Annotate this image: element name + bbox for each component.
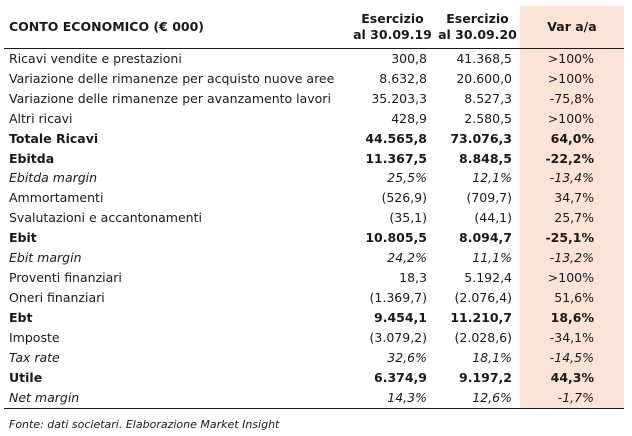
table-row [4, 109, 624, 129]
row-label: Proventi finanziari [9, 270, 122, 286]
row-value-2019: 14,3% [350, 388, 435, 408]
row-label: Ammortamenti [9, 190, 104, 206]
row-value-2020: 18,1% [472, 349, 512, 365]
row-value-2019: (35,1) [389, 210, 427, 226]
row-label: Totale Ricavi [9, 130, 99, 146]
column-header-2019-line1: Esercizio [361, 11, 424, 26]
table-row [4, 69, 624, 89]
row-label: Variazione delle rimanenze per acquisto nuove aree [9, 70, 335, 86]
table-row [4, 89, 624, 109]
column-header-2020-line1: Esercizio [446, 11, 509, 26]
row-value-2019: (1.369,7) [369, 290, 427, 306]
table-row [4, 188, 624, 208]
row-value-2020: (709,7) [466, 190, 512, 206]
row-value-2019: 18,3 [399, 270, 427, 286]
row-var: 44,3% [520, 368, 624, 388]
row-value-2020: 73.076,3 [450, 130, 512, 146]
row-label: Svalutazioni e accantonamenti [9, 210, 202, 226]
row-var: 18,6% [520, 308, 624, 328]
row-value-2020: 11,1% [472, 250, 512, 266]
table-body [4, 49, 624, 409]
row-label: Net margin [4, 388, 350, 408]
income-statement [4, 6, 624, 409]
table-row [4, 308, 624, 328]
column-header-2019-line2: al 30.09.19 [353, 27, 432, 42]
source-note: Fonte: dati societari. Elaborazione Market Insight [9, 418, 280, 431]
row-value-2019: 6.374,9 [374, 369, 427, 385]
row-var: -13,4% [520, 169, 624, 189]
row-var: -75,8% [520, 89, 624, 109]
row-value-2019: 24,2% [387, 250, 427, 266]
row-label: Ebitda margin [9, 170, 98, 186]
row-label: Ebit margin [9, 250, 82, 266]
row-value-2020: 8.848,5 [459, 150, 512, 166]
row-value-2019: 8.632,8 [379, 70, 427, 86]
row-var: -22,2% [520, 149, 624, 169]
row-value-2020: 5.192,4 [464, 270, 512, 286]
row-value-2019: 428,9 [391, 110, 427, 126]
header-row [4, 6, 624, 49]
table-row [4, 149, 624, 169]
table-row [4, 288, 624, 308]
row-value-2020: 20.600,0 [456, 70, 512, 86]
table-row [4, 248, 624, 268]
table-header [4, 6, 624, 49]
row-label: Ebt [9, 309, 33, 325]
row-value-2020: 2.580,5 [464, 110, 512, 126]
row-label: Tax rate [9, 349, 60, 365]
row-var: 34,7% [520, 188, 624, 208]
table-row [4, 129, 624, 149]
row-label: Ebitda [9, 150, 55, 166]
row-label: Ebit [9, 230, 37, 246]
table-title: CONTO ECONOMICO (€ 000) [4, 6, 350, 49]
row-value-2020: 41.368,5 [456, 50, 512, 66]
row-value-2019: (3.079,2) [369, 329, 427, 345]
row-label: Altri ricavi [9, 110, 73, 126]
row-var: -34,1% [520, 328, 624, 348]
column-header-2020 [435, 6, 520, 49]
row-label: Ricavi vendite e prestazioni [9, 50, 182, 66]
row-var: 25,7% [520, 208, 624, 228]
row-value-2019: 35.203,3 [371, 90, 427, 106]
row-var: >100% [520, 69, 624, 89]
row-value-2020: 8.094,7 [459, 230, 512, 246]
row-label: Oneri finanziari [9, 290, 105, 306]
table-row [4, 49, 624, 69]
table-row [4, 388, 624, 408]
table-row [4, 208, 624, 228]
row-value-2020: 9.197,2 [459, 369, 512, 385]
row-value-2019: 25,5% [387, 170, 427, 186]
row-value-2019: 10.805,5 [365, 230, 427, 246]
income-statement-table [4, 6, 624, 409]
row-value-2020: (2.076,4) [454, 290, 512, 306]
row-value-2020: (2.028,6) [454, 329, 512, 345]
row-label: Variazione delle rimanenze per avanzamento lavori [9, 90, 331, 106]
row-value-2019: 32,6% [387, 349, 427, 365]
table-row [4, 169, 624, 189]
row-value-2019: 11.367,5 [365, 150, 427, 166]
row-var: -25,1% [520, 228, 624, 248]
table-row [4, 328, 624, 348]
row-value-2020: 12,6% [435, 388, 520, 408]
column-header-2019 [350, 6, 435, 49]
column-header-2020-line2: al 30.09.20 [438, 27, 517, 42]
row-label: Utile [9, 369, 43, 385]
row-var: >100% [520, 268, 624, 288]
column-header-var: Var a/a [520, 6, 624, 49]
row-value-2020: 12,1% [472, 170, 512, 186]
table-row [4, 368, 624, 388]
row-var: -13,2% [520, 248, 624, 268]
table-row [4, 228, 624, 248]
row-label: Imposte [9, 329, 60, 345]
table-row [4, 348, 624, 368]
row-value-2019: 300,8 [391, 50, 427, 66]
row-value-2019: 44.565,8 [365, 130, 427, 146]
row-value-2020: (44,1) [474, 210, 512, 226]
row-value-2020: 11.210,7 [450, 309, 512, 325]
row-var: -14,5% [520, 348, 624, 368]
row-var: 51,6% [520, 288, 624, 308]
row-var: >100% [520, 49, 624, 69]
row-var: >100% [520, 109, 624, 129]
row-value-2020: 8.527,3 [464, 90, 512, 106]
row-var: 64,0% [520, 129, 624, 149]
table-row [4, 268, 624, 288]
row-value-2019: 9.454,1 [374, 309, 427, 325]
row-var: -1,7% [520, 388, 624, 408]
row-value-2019: (526,9) [381, 190, 427, 206]
